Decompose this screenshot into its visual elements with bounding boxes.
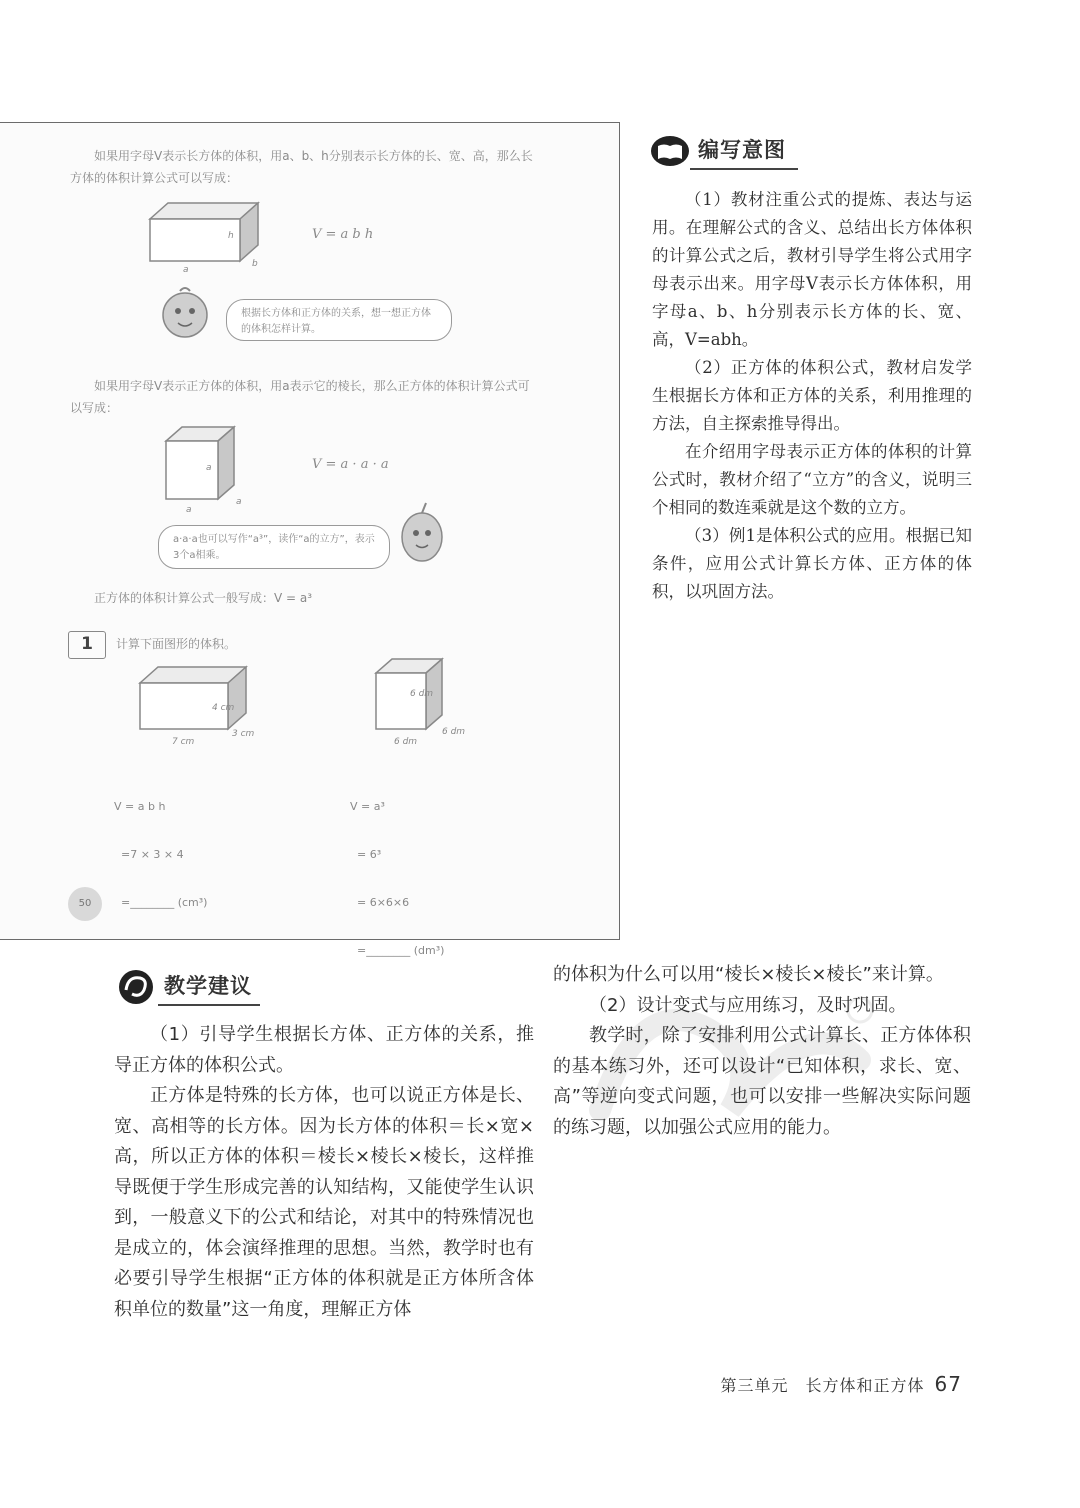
- calc-cube: [350, 767, 444, 991]
- excerpt-page-number: 50: [68, 887, 102, 921]
- calc-line: =________ (dm³): [350, 944, 445, 957]
- swirl-icon: [114, 968, 158, 1006]
- intent-paragraph: （2）正方体的体积公式，教材启发学生根据长方体和正方体的关系，利用推理的方法，自主探索推导得出。: [652, 358, 972, 433]
- calc-line: = 6×6×6: [350, 896, 410, 909]
- cube-label-3: a: [236, 497, 242, 507]
- suggestion-paragraph: 教学时，除了安排利用公式计算长、正方体体积的基本练习外，还可以设计“已知体积，求长、宽、高”等逆向变式问题，也可以安排一些解决实际问题的练习题，以加强公式应用的能力。: [553, 1025, 971, 1138]
- intent-paragraph: （1）教材注重公式的提炼、表达与运用。在理解公式的含义、总结出长方体体积的计算公式之后，教材引导学生将公式用字母表示出来。用字母V表示长方体体积，用字母a、b、h分别表示长方体的长、宽、高，V=abh。: [652, 190, 972, 349]
- page-number: 67: [934, 1372, 962, 1396]
- mascot-pear-icon: [392, 497, 452, 567]
- cuboid-figure: [140, 199, 280, 289]
- cube-label-2: a: [186, 505, 192, 515]
- shape1-length: 7 cm: [172, 737, 195, 747]
- general-formula: 正方体的体积计算公式一般写成：V = a³: [94, 591, 313, 605]
- example-prompt: 计算下面图形的体积。: [116, 637, 237, 651]
- excerpt-para-1: 如果用字母V表示长方体的体积，用a、b、h分别表示长方体的长、宽、高，那么长方体的体积计算公式可以写成：: [70, 149, 533, 185]
- mascot-ball-icon: [150, 283, 220, 343]
- open-book-icon: [650, 134, 690, 168]
- shape2-width: 6 dm: [442, 727, 466, 737]
- calc-line: V = a³: [350, 800, 385, 813]
- suggestion-title: 教学建议: [158, 968, 260, 1006]
- shape1-width: 3 cm: [232, 729, 255, 739]
- unit-title: 第三单元 长方体和正方体: [720, 1376, 925, 1395]
- calc-line: = 6³: [350, 848, 382, 861]
- calc-line: =7 × 3 × 4: [114, 848, 184, 861]
- intent-text: [652, 186, 972, 606]
- suggestion-left-column: [114, 1020, 534, 1325]
- suggestion-continuation: 的体积为什么可以用“棱长×棱长×棱长”来计算。: [553, 964, 944, 985]
- example-badge: 1: [68, 631, 106, 659]
- textbook-excerpt: [0, 122, 620, 957]
- shape2-length: 6 dm: [394, 737, 418, 747]
- cuboid-label-b: b: [252, 259, 258, 269]
- intent-paragraph: （3）例1是体积公式的应用。根据已知条件，应用公式计算长方体、正方体的体积，以巩固方法。: [652, 526, 972, 601]
- cube-label-1: a: [206, 463, 212, 473]
- suggestion-paragraph: 正方体是特殊的长方体，也可以说正方体是长、宽、高相等的长方体。因为长方体的体积＝长×宽×高，所以正方体的体积＝棱长×棱长×棱长，这样推导既便于学生形成完善的认知结构，又能使学生认识到，一般意义下的公式和结论，对其中的特殊情况也是成立的，体会演绎推理的思想。当然，教学时也有必要引导学生根据“正方体的体积就是正方体所含体积单位的数量”这一角度，理解正方体: [114, 1085, 534, 1320]
- suggestion-paragraph: （1）引导学生根据长方体、正方体的关系，推导正方体的体积公式。: [114, 1024, 534, 1076]
- suggestion-right-column: [553, 960, 971, 1143]
- calc-cuboid: [114, 767, 207, 943]
- suggestion-paragraph: （2）设计变式与应用练习，及时巩固。: [589, 994, 907, 1016]
- intent-heading: [650, 132, 798, 170]
- speech-bubble-2: a·a·a也可以写作“a³”，读作“a的立方”，表示3个a相乘。: [158, 525, 390, 569]
- speech-bubble-1: 根据长方体和正方体的关系，想一想正方体的体积怎样计算。: [226, 299, 452, 341]
- suggestion-heading: [114, 968, 260, 1006]
- calc-line: =________ (cm³): [114, 896, 208, 909]
- shape2-height: 6 dm: [410, 689, 434, 699]
- intent-title: 编写意图: [690, 132, 798, 170]
- cuboid-label-h: h: [228, 231, 234, 241]
- cube-formula: V = a · a · a: [312, 457, 389, 472]
- cuboid-label-a: a: [183, 265, 189, 275]
- calc-line: V = a b h: [114, 800, 166, 813]
- excerpt-para-2: 如果用字母V表示正方体的体积，用a表示它的棱长，那么正方体的体积计算公式可以写成：: [70, 379, 530, 415]
- page-footer: [721, 1372, 962, 1396]
- cuboid-formula: V = a b h: [312, 227, 374, 242]
- shape1-height: 4 cm: [212, 703, 235, 713]
- intent-paragraph: 在介绍用字母表示正方体的体积的计算公式时，教材介绍了“立方”的含义，说明三个相同的数连乘就是这个数的立方。: [652, 442, 972, 517]
